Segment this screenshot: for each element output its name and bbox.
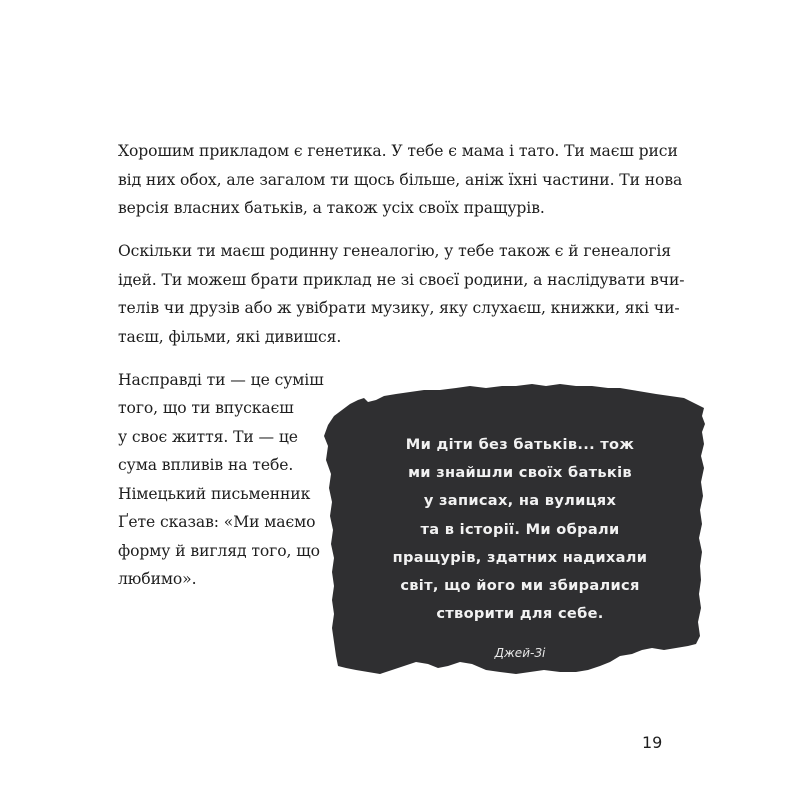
text-line: того, що ти впускаєш (118, 399, 294, 417)
text-line: таєш, фільми, які дивишся. (118, 328, 342, 346)
text-line: у своє життя. Ти — це (118, 428, 298, 446)
text-line: Оскільки ти маєш родинну генеалогію, у тебе також є й генеалогія (118, 242, 672, 260)
quote-line: Ми діти без батьків... тож (405, 436, 635, 453)
text-line: любимо». (118, 570, 197, 588)
page-number: 19 (642, 733, 663, 752)
quote-line: ми знайшли своїх батьків (408, 464, 632, 481)
text-line: телів чи друзів або ж увібрати музику, яку слухаєш, книжки, які чи- (118, 299, 680, 317)
text-line: ідей. Ти можеш брати приклад не зі своєї родини, а наслідувати вчи- (118, 271, 685, 289)
text-line: Німецький письменник (118, 485, 311, 503)
quote-line: у записах, на вулицях (423, 492, 617, 509)
quote-author: Джей-Зі (494, 646, 546, 660)
quote-line: створити для себе. (436, 605, 604, 622)
text-line: від них обох, але загалом ти щось більше, аніж їхні частини. Ти нова (118, 171, 683, 189)
quote-line: пращурів, здатних надихали (392, 549, 648, 566)
quote-line: та в історії. Ми обрали (420, 521, 620, 538)
text-line: Насправді ти — це суміш (118, 371, 324, 389)
text-line: Хорошим прикладом є генетика. У тебе є мама і тато. Ти маєш риси (118, 142, 678, 160)
quote-box (320, 380, 720, 692)
text-line: версія власних батьків, а також усіх своїх пращурів. (118, 199, 545, 217)
text-line: Ґете сказав: «Ми маємо (118, 513, 316, 531)
text-line: сума впливів на тебе. (118, 456, 294, 474)
text-line: форму й вигляд того, що (118, 542, 320, 560)
quote-line: світ, що його ми збиралися (400, 577, 640, 594)
